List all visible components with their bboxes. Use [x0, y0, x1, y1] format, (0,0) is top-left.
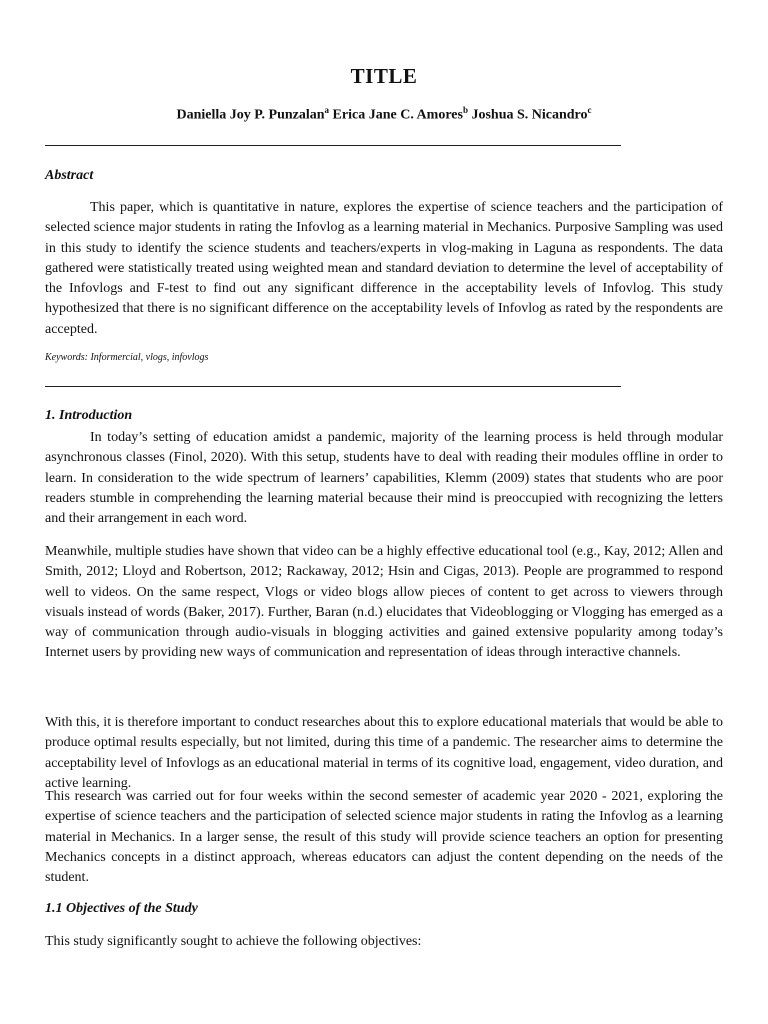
introduction-paragraph: With this, it is therefore important to conduct researches about this to explore educational materials that would be able to produce optimal results especially, but not limited, during this time of a pandemic. The researcher aims to determine the acceptability level of Infovlogs as an educational material in terms of its cognitive load, engagement, video duration, and active learning.	[45, 715, 724, 791]
introduction-paragraph: Meanwhile, multiple studies have shown that video can be a highly effective educational tool (e.g., Kay, 2012; Allen and Smith, 2012; Lloyd and Robertson, 2012; Rackaway, 2012; Hsin and Cigas, 2013). People are programmed to respond well to videos. On the same respect, Vlogs or video blogs allow pieces of content to get across to viewers through visuals instead of words (Baker, 2017). Further, Baran (n.d.) elucidates that Videoblogging or Vlogging has emerged as a way of communication through audio-visuals in blogging activities and gained extensive popularity among today’s Internet users by providing new ways of communication and representation of ideas through interactive channels.	[45, 544, 723, 661]
author-name: Erica Jane C. Amores	[332, 107, 463, 123]
author-name: Joshua S. Nicandro	[471, 107, 588, 123]
author-affiliation: c	[587, 105, 592, 115]
introduction-paragraph: This research was carried out for four weeks within the second semester of academic year 2020 - 2021, exploring the expertise of science teachers and the participation of selected science major students in rating the Infovlog as a learning material in Mechanics. In a larger sense, the result of this study will provide science teachers an option for presenting Mechanics concepts in a distinct approach, whereas educators can adjust the content depending on the needs of the student.	[45, 789, 723, 886]
keywords-line: Keywords: Informercial, vlogs, infovlogs	[45, 352, 209, 363]
author-line	[0, 105, 768, 124]
divider-rule	[45, 386, 621, 387]
author-name: Daniella Joy P. Punzalan	[176, 107, 325, 123]
objectives-text: This study significantly sought to achieve the following objectives:	[45, 934, 422, 949]
author-affiliation: a	[324, 105, 330, 115]
abstract-text: This paper, which is quantitative in nature, explores the expertise of science teachers and the participation of selected science major students in rating the Infovlog as a learning material in Mechanics. Purposive Sampling was used in this study to identify the science students and teachers/experts in vlog-making in Laguna as respondents. The data gathered were statistically treated using weighted mean and standard deviation to determine the level of acceptability of the Infovlogs and F-test to find out any significant difference in the acceptability levels of Infovlog. This study hypothesized that there is no significant difference on the acceptability levels of Infovlog as rated by the respondents are accepted.	[45, 200, 723, 337]
paper-title: TITLE	[350, 64, 418, 88]
introduction-heading: 1. Introduction	[45, 408, 133, 423]
introduction-paragraph: In today’s setting of education amidst a pandemic, majority of the learning process is held through modular asynchronous classes (Finol, 2020). With this setup, students have to deal with reading their modules offline in order to learn. In consideration to the wide spectrum of learners’ capabilities, Klemm (2009) states that students who are poor readers stumble in comprehending the learning material because their mind is preoccupied with recognizing the letters and their arrangement in each word.	[45, 430, 723, 527]
author-affiliation: b	[462, 105, 468, 115]
abstract-heading: Abstract	[45, 168, 94, 183]
divider-rule	[45, 145, 621, 146]
objectives-heading: 1.1 Objectives of the Study	[45, 901, 198, 916]
